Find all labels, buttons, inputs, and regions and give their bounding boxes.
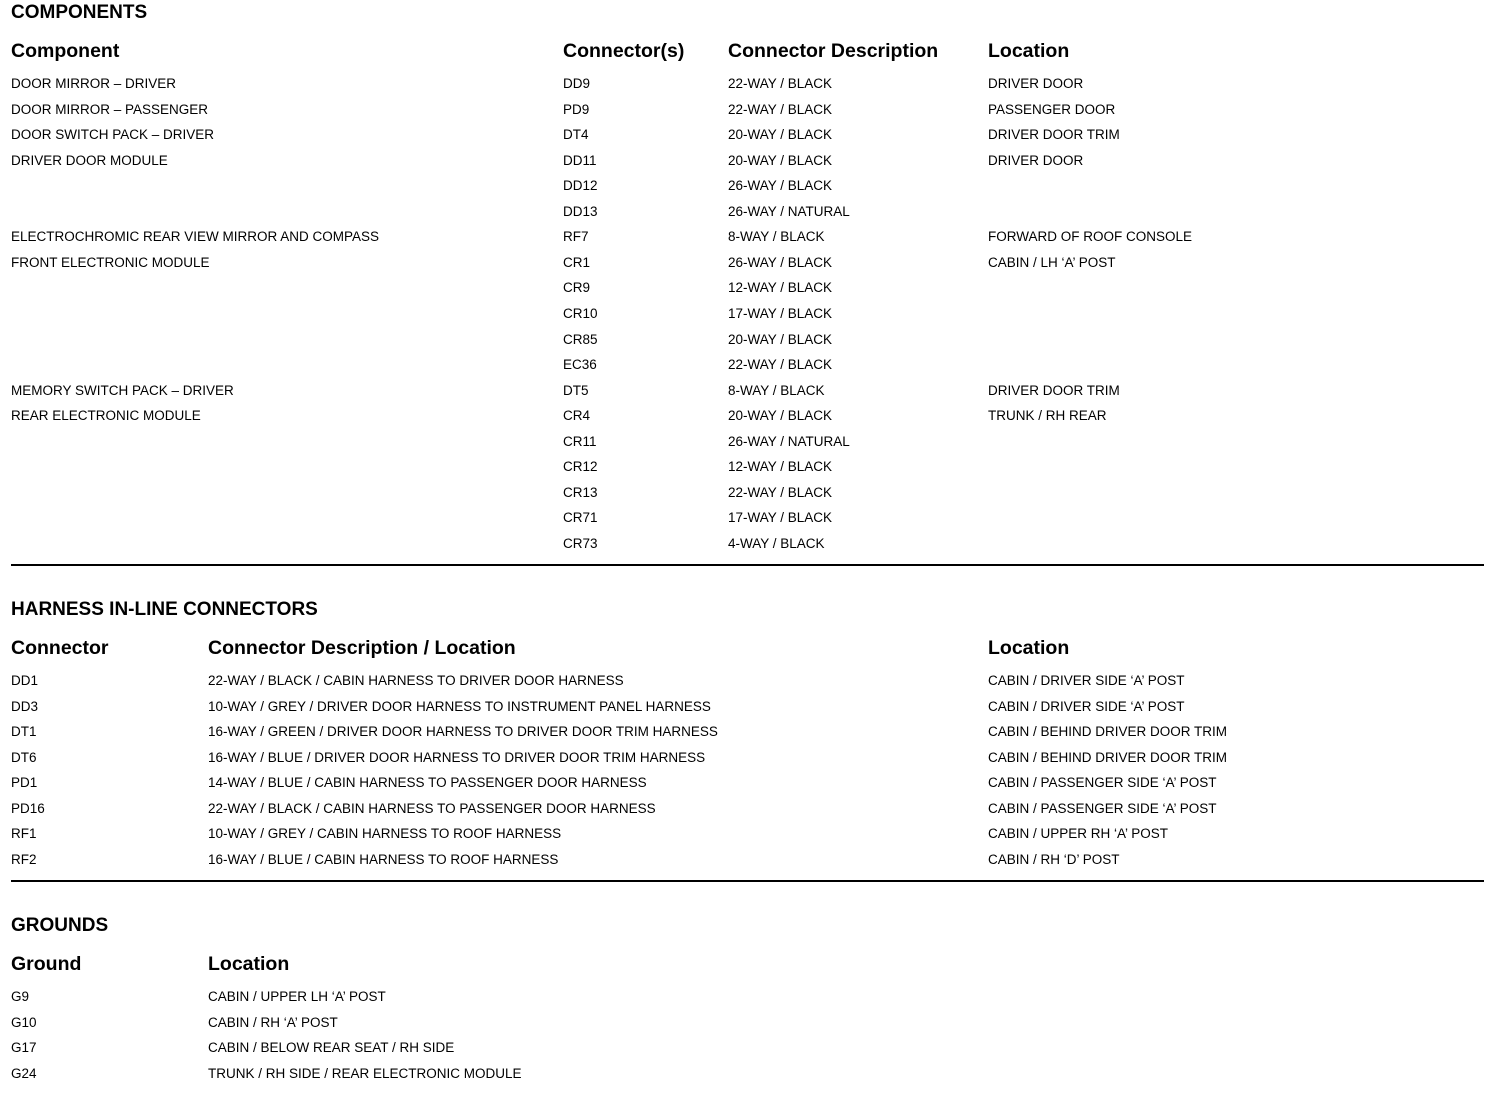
connector-description: 20-WAY / BLACK <box>728 127 833 143</box>
connector-description: 14-WAY / BLUE / CABIN HARNESS TO PASSENGER DOOR HARNESS <box>208 775 647 791</box>
location: DRIVER DOOR TRIM <box>988 127 1120 143</box>
ground-id: G9 <box>11 989 30 1004</box>
connector-description: 22-WAY / BLACK <box>728 357 833 373</box>
connector-description: 17-WAY / BLACK <box>728 510 833 526</box>
connector-id: DD11 <box>563 152 597 168</box>
location: CABIN / RH ‘D’ POST <box>988 851 1120 867</box>
connector-description: 26-WAY / NATURAL <box>728 203 850 219</box>
connector-id: DD13 <box>563 203 598 219</box>
connector-id: RF2 <box>11 851 37 867</box>
component-name: DRIVER DOOR MODULE <box>11 152 168 168</box>
location: CABIN / BEHIND DRIVER DOOR TRIM <box>988 749 1228 765</box>
location: CABIN / LH ‘A’ POST <box>988 254 1116 270</box>
location: CABIN / BEHIND DRIVER DOOR TRIM <box>988 724 1228 740</box>
connector-id: DT1 <box>11 724 37 740</box>
connector-id: DT6 <box>11 749 37 765</box>
location: TRUNK / RH REAR <box>988 408 1107 424</box>
component-name: DOOR MIRROR – DRIVER <box>11 76 177 91</box>
connector-description: 4-WAY / BLACK <box>728 535 825 551</box>
location: DRIVER DOOR TRIM <box>988 382 1120 398</box>
connector-description: 20-WAY / BLACK <box>728 408 833 424</box>
header-location: Location <box>208 953 290 975</box>
connector-id: EC36 <box>563 357 597 373</box>
connector-id: RF1 <box>11 826 37 842</box>
connector-id: DD3 <box>11 698 39 714</box>
connector-description: 8-WAY / BLACK <box>728 382 825 398</box>
ground-id: G17 <box>11 1040 37 1056</box>
header-connector: Connector <box>11 637 109 659</box>
component-name: REAR ELECTRONIC MODULE <box>11 408 201 424</box>
ground-id: G10 <box>11 1014 37 1030</box>
header-connectors: Connector(s) <box>563 40 685 62</box>
section-divider <box>11 880 1484 882</box>
component-name: MEMORY SWITCH PACK – DRIVER <box>11 382 234 398</box>
connector-description: 26-WAY / BLACK <box>728 254 833 270</box>
header-component: Component <box>11 40 120 62</box>
components-title: COMPONENTS <box>11 2 148 23</box>
connector-id: DT4 <box>563 127 589 143</box>
connector-id: DD12 <box>563 178 598 194</box>
connector-description: 26-WAY / NATURAL <box>728 433 850 449</box>
connector-description: 16-WAY / BLUE / DRIVER DOOR HARNESS TO DRIVER DOOR TRIM HARNESS <box>208 749 706 765</box>
component-name: DOOR SWITCH PACK – DRIVER <box>11 127 215 143</box>
connector-id: PD1 <box>11 775 38 791</box>
location: CABIN / DRIVER SIDE ‘A’ POST <box>988 673 1185 688</box>
connector-description: 12-WAY / BLACK <box>728 280 833 296</box>
connector-description: 22-WAY / BLACK <box>728 76 833 91</box>
location: CABIN / PASSENGER SIDE ‘A’ POST <box>988 800 1217 816</box>
location: CABIN / BELOW REAR SEAT / RH SIDE <box>208 1040 455 1056</box>
connector-id: CR1 <box>563 254 591 270</box>
connector-description: 10-WAY / GREY / DRIVER DOOR HARNESS TO INSTRUMENT PANEL HARNESS <box>208 698 711 714</box>
location: CABIN / UPPER LH ‘A’ POST <box>208 989 386 1004</box>
connector-id: CR12 <box>563 459 598 475</box>
location: CABIN / RH ‘A’ POST <box>208 1014 338 1030</box>
connector-description: 16-WAY / GREEN / DRIVER DOOR HARNESS TO DRIVER DOOR TRIM HARNESS <box>208 724 718 740</box>
connector-description: 20-WAY / BLACK <box>728 152 833 168</box>
component-name: ELECTROCHROMIC REAR VIEW MIRROR AND COMPASS <box>11 229 380 245</box>
ground-id: G24 <box>11 1065 37 1081</box>
location: PASSENGER DOOR <box>988 101 1116 117</box>
connector-description: 22-WAY / BLACK / CABIN HARNESS TO DRIVER DOOR HARNESS <box>208 673 624 688</box>
location: CABIN / PASSENGER SIDE ‘A’ POST <box>988 775 1217 791</box>
grounds-title: GROUNDS <box>11 915 109 936</box>
connector-description: 10-WAY / GREY / CABIN HARNESS TO ROOF HARNESS <box>208 826 562 842</box>
connector-description: 8-WAY / BLACK <box>728 229 825 245</box>
connector-id: CR10 <box>563 305 598 321</box>
location: CABIN / DRIVER SIDE ‘A’ POST <box>988 698 1185 714</box>
connector-id: RF7 <box>563 229 589 245</box>
header-ground: Ground <box>11 953 82 975</box>
connector-id: DD1 <box>11 673 39 688</box>
connector-description: 16-WAY / BLUE / CABIN HARNESS TO ROOF HARNESS <box>208 851 559 867</box>
connector-description: 20-WAY / BLACK <box>728 331 833 347</box>
connector-description: 26-WAY / BLACK <box>728 178 833 194</box>
connector-id: PD9 <box>563 101 590 117</box>
connector-id: CR13 <box>563 484 598 500</box>
location: FORWARD OF ROOF CONSOLE <box>988 229 1193 245</box>
connector-description: 22-WAY / BLACK / CABIN HARNESS TO PASSENGER DOOR HARNESS <box>208 800 656 816</box>
location: DRIVER DOOR <box>988 76 1084 91</box>
connector-id: CR4 <box>563 408 591 424</box>
header-connector-description-location: Connector Description / Location <box>208 637 516 659</box>
location: DRIVER DOOR <box>988 152 1084 168</box>
connector-description: 12-WAY / BLACK <box>728 459 833 475</box>
harness-title: HARNESS IN-LINE CONNECTORS <box>11 599 318 620</box>
connector-description: 22-WAY / BLACK <box>728 484 833 500</box>
connector-id: CR73 <box>563 535 598 551</box>
connector-id: DD9 <box>563 76 591 91</box>
connector-id: CR9 <box>563 280 591 296</box>
component-name: FRONT ELECTRONIC MODULE <box>11 254 210 270</box>
connector-id: CR85 <box>563 331 598 347</box>
connector-description: 17-WAY / BLACK <box>728 305 833 321</box>
connector-description: 22-WAY / BLACK <box>728 101 833 117</box>
connector-id: CR71 <box>563 510 598 526</box>
connector-id: PD16 <box>11 800 45 816</box>
section-divider <box>11 564 1484 566</box>
header-connector-description: Connector Description <box>728 40 939 62</box>
connector-id: DT5 <box>563 382 589 398</box>
header-location: Location <box>988 637 1070 659</box>
location: CABIN / UPPER RH ‘A’ POST <box>988 826 1169 842</box>
connector-id: CR11 <box>563 433 597 449</box>
component-name: DOOR MIRROR – PASSENGER <box>11 101 209 117</box>
location: TRUNK / RH SIDE / REAR ELECTRONIC MODULE <box>208 1065 522 1081</box>
header-location: Location <box>988 40 1070 62</box>
